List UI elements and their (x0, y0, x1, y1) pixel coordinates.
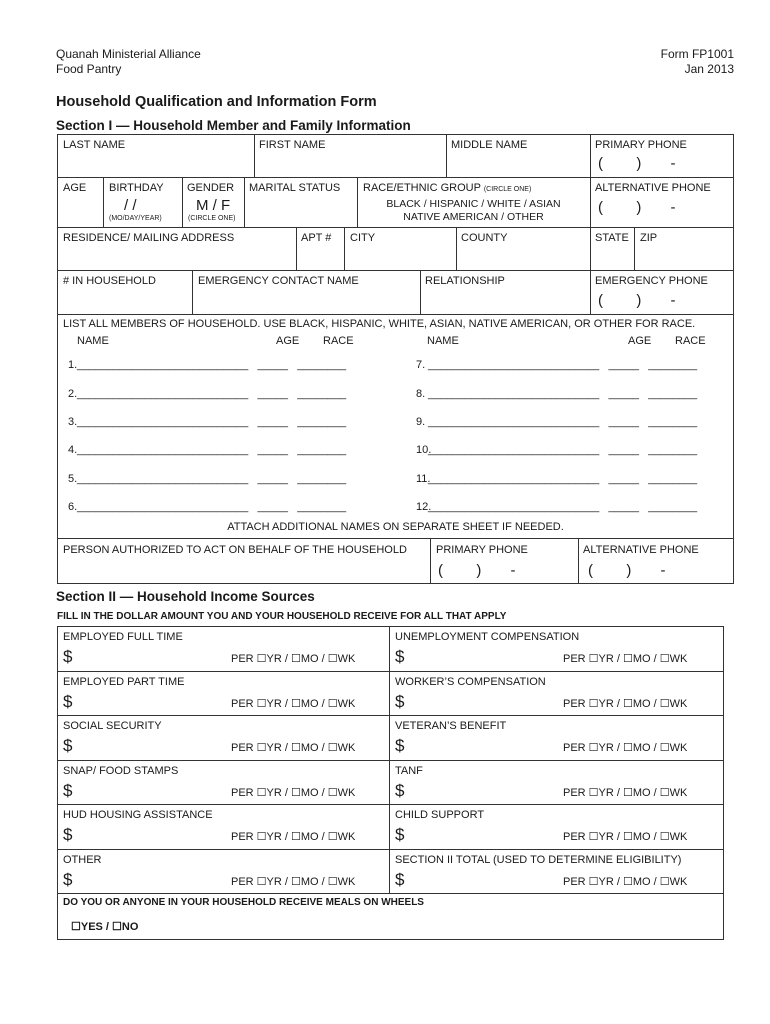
member-number-left-2: 2. (68, 388, 78, 400)
members-col-name-left: NAME (77, 335, 109, 347)
member-entry-line[interactable]: ____________________________ _____ ________ (428, 444, 698, 456)
race-options-1[interactable]: BLACK / HISPANIC / WHITE / ASIAN (386, 198, 561, 210)
birthday-label: BIRTHDAY (109, 182, 164, 194)
members-col-age-left: AGE (276, 335, 300, 347)
first-name-field[interactable]: FIRST NAME (259, 139, 326, 151)
member-number-left-4: 4. (68, 444, 78, 456)
alternative-phone-label: ALTERNATIVE PHONE (595, 182, 711, 194)
last-name-field[interactable]: LAST NAME (63, 139, 126, 151)
members-col-age-right: AGE (628, 335, 652, 347)
race-circle-note: (CIRCLE ONE) (483, 186, 532, 193)
authorized-primary-phone-label: PRIMARY PHONE (436, 544, 528, 556)
member-entry-line[interactable]: ____________________________ _____ ________ (428, 473, 698, 485)
member-number-right-3: 9. (416, 416, 426, 428)
member-number-left-3: 3. (68, 416, 78, 428)
income-row-divider (57, 804, 724, 805)
income-frequency-options[interactable]: PER ☐YR / ☐MO / ☐WK (563, 653, 688, 665)
income-frequency-options[interactable]: PER ☐YR / ☐MO / ☐WK (231, 742, 356, 754)
member-entry-line[interactable]: ____________________________ _____ ________ (77, 359, 347, 371)
member-number-left-6: 6. (68, 501, 78, 513)
income-source-label: HUD HOUSING ASSISTANCE (63, 809, 213, 821)
income-source-label: CHILD SUPPORT (395, 809, 485, 821)
emergency-phone-label: EMERGENCY PHONE (595, 275, 708, 287)
income-source-label: TANF (395, 765, 423, 777)
income-source-label: UNEMPLOYMENT COMPENSATION (395, 631, 580, 643)
section2-heading: Section II — Household Income Sources (56, 589, 315, 604)
income-amount-field[interactable]: $ (395, 825, 405, 844)
income-frequency-options[interactable]: PER ☐YR / ☐MO / ☐WK (231, 876, 356, 888)
org-subtitle: Food Pantry (56, 62, 122, 76)
emergency-phone-field[interactable]: ( ) - (598, 292, 676, 309)
income-row-divider (57, 760, 724, 761)
members-col-name-right: NAME (427, 335, 459, 347)
income-source-label: SOCIAL SECURITY (63, 720, 162, 732)
authorized-alt-phone-label: ALTERNATIVE PHONE (583, 544, 699, 556)
authorized-primary-phone-field[interactable]: ( ) - (438, 562, 516, 579)
income-amount-field[interactable]: $ (395, 736, 405, 755)
birthday-format: (MO/DAY/YEAR) (109, 215, 162, 222)
income-amount-field[interactable]: $ (63, 736, 73, 755)
meals-on-wheels-options[interactable]: ☐YES / ☐NO (71, 921, 139, 933)
race-label-text: RACE/ETHNIC GROUP (363, 182, 481, 194)
income-amount-field[interactable]: $ (63, 647, 73, 666)
member-entry-line[interactable]: ____________________________ _____ ________ (428, 416, 698, 428)
member-number-right-5: 11. (416, 473, 431, 485)
income-amount-field[interactable]: $ (395, 870, 405, 889)
member-number-right-1: 7. (416, 359, 426, 371)
primary-phone-label: PRIMARY PHONE (595, 139, 687, 151)
page-title: Household Qualification and Information Form (56, 94, 377, 110)
member-number-left-5: 5. (68, 473, 78, 485)
relationship-field[interactable]: RELATIONSHIP (425, 275, 505, 287)
income-frequency-options[interactable]: PER ☐YR / ☐MO / ☐WK (563, 698, 688, 710)
member-number-right-6: 12. (416, 501, 432, 513)
income-row-divider (57, 671, 724, 672)
meals-on-wheels-question: DO YOU OR ANYONE IN YOUR HOUSEHOLD RECEIVE MEALS ON WHEELS (63, 897, 424, 908)
attach-note: ATTACH ADDITIONAL NAMES ON SEPARATE SHEET IF NEEDED. (227, 521, 564, 533)
member-entry-line[interactable]: ____________________________ _____ ________ (77, 416, 347, 428)
income-frequency-options[interactable]: PER ☐YR / ☐MO / ☐WK (231, 698, 356, 710)
member-entry-line[interactable]: ____________________________ _____ ________ (77, 473, 347, 485)
section1-heading: Section I — Household Member and Family Information (56, 118, 411, 133)
zip-field[interactable]: ZIP (640, 232, 658, 244)
age-field[interactable]: AGE (63, 182, 87, 194)
income-source-label: SECTION II TOTAL (USED TO DETERMINE ELIGIBILITY) (395, 854, 682, 866)
form-id: Form FP1001 (660, 47, 734, 61)
income-source-label: EMPLOYED FULL TIME (63, 631, 183, 643)
income-source-label: OTHER (63, 854, 102, 866)
income-frequency-options[interactable]: PER ☐YR / ☐MO / ☐WK (563, 787, 688, 799)
gender-label: GENDER (187, 182, 235, 194)
race-label (363, 182, 531, 194)
middle-name-field[interactable]: MIDDLE NAME (451, 139, 528, 151)
members-col-race-right: RACE (675, 335, 706, 347)
household-count-field[interactable]: # IN HOUSEHOLD (63, 275, 156, 287)
gender-circle-note: (CIRCLE ONE) (188, 215, 236, 222)
income-frequency-options[interactable]: PER ☐YR / ☐MO / ☐WK (231, 831, 356, 843)
gender-options[interactable]: M / F (196, 197, 231, 214)
authorized-person-field[interactable]: PERSON AUTHORIZED TO ACT ON BEHALF OF THE HOUSEHOLD (63, 544, 407, 556)
address-field[interactable]: RESIDENCE/ MAILING ADDRESS (63, 232, 235, 244)
members-instruction: LIST ALL MEMBERS OF HOUSEHOLD. USE BLACK, HISPANIC, WHITE, ASIAN, NATIVE AMERICAN, OR OTHER FOR RACE. (63, 318, 696, 330)
authorized-alt-phone-field[interactable]: ( ) - (588, 562, 666, 579)
income-frequency-options[interactable]: PER ☐YR / ☐MO / ☐WK (231, 653, 356, 665)
section2-instruction: FILL IN THE DOLLAR AMOUNT YOU AND YOUR HOUSEHOLD RECEIVE FOR ALL THAT APPLY (57, 611, 507, 622)
county-field[interactable]: COUNTY (461, 232, 508, 244)
apt-field[interactable]: APT # (301, 232, 332, 244)
member-entry-line[interactable]: ____________________________ _____ ________ (77, 388, 347, 400)
emergency-contact-field[interactable]: EMERGENCY CONTACT NAME (198, 275, 359, 287)
members-col-race-left: RACE (323, 335, 354, 347)
income-source-label: SNAP/ FOOD STAMPS (63, 765, 179, 777)
member-number-left-1: 1. (68, 359, 78, 371)
income-frequency-options[interactable]: PER ☐YR / ☐MO / ☐WK (231, 787, 356, 799)
org-name: Quanah Ministerial Alliance (56, 47, 201, 61)
income-source-label: VETERAN’S BENEFIT (395, 720, 507, 732)
income-amount-field[interactable]: $ (63, 781, 73, 800)
income-source-label: EMPLOYED PART TIME (63, 676, 185, 688)
member-entry-line[interactable]: ____________________________ _____ ________ (77, 444, 347, 456)
income-amount-field[interactable]: $ (63, 825, 73, 844)
income-amount-field[interactable]: $ (395, 647, 405, 666)
income-amount-field[interactable]: $ (395, 692, 405, 711)
marital-status-field[interactable]: MARITAL STATUS (249, 182, 341, 194)
income-amount-field[interactable]: $ (63, 692, 73, 711)
income-frequency-options[interactable]: PER ☐YR / ☐MO / ☐WK (563, 831, 688, 843)
income-row-divider (57, 849, 724, 850)
form-date: Jan 2013 (684, 62, 734, 76)
income-source-label: WORKER’S COMPENSATION (395, 676, 546, 688)
birthday-field[interactable]: / / (124, 197, 137, 214)
member-entry-line[interactable]: ____________________________ _____ ________ (428, 359, 698, 371)
primary-phone-field[interactable]: ( ) - (598, 155, 676, 172)
income-amount-field[interactable]: $ (395, 781, 405, 800)
member-number-right-2: 8. (416, 388, 426, 400)
member-entry-line[interactable]: ____________________________ _____ ________ (77, 501, 347, 513)
member-number-right-4: 10. (416, 444, 432, 456)
city-field[interactable]: CITY (350, 232, 376, 244)
member-entry-line[interactable]: ____________________________ _____ ________ (428, 388, 698, 400)
income-frequency-options[interactable]: PER ☐YR / ☐MO / ☐WK (563, 742, 688, 754)
income-amount-field[interactable]: $ (63, 870, 73, 889)
state-field[interactable]: STATE (595, 232, 629, 244)
income-row-divider (57, 715, 724, 716)
race-options-2[interactable]: NATIVE AMERICAN / OTHER (403, 211, 544, 223)
alternative-phone-field[interactable]: ( ) - (598, 199, 676, 216)
member-entry-line[interactable]: ____________________________ _____ ________ (428, 501, 698, 513)
income-frequency-options[interactable]: PER ☐YR / ☐MO / ☐WK (563, 876, 688, 888)
